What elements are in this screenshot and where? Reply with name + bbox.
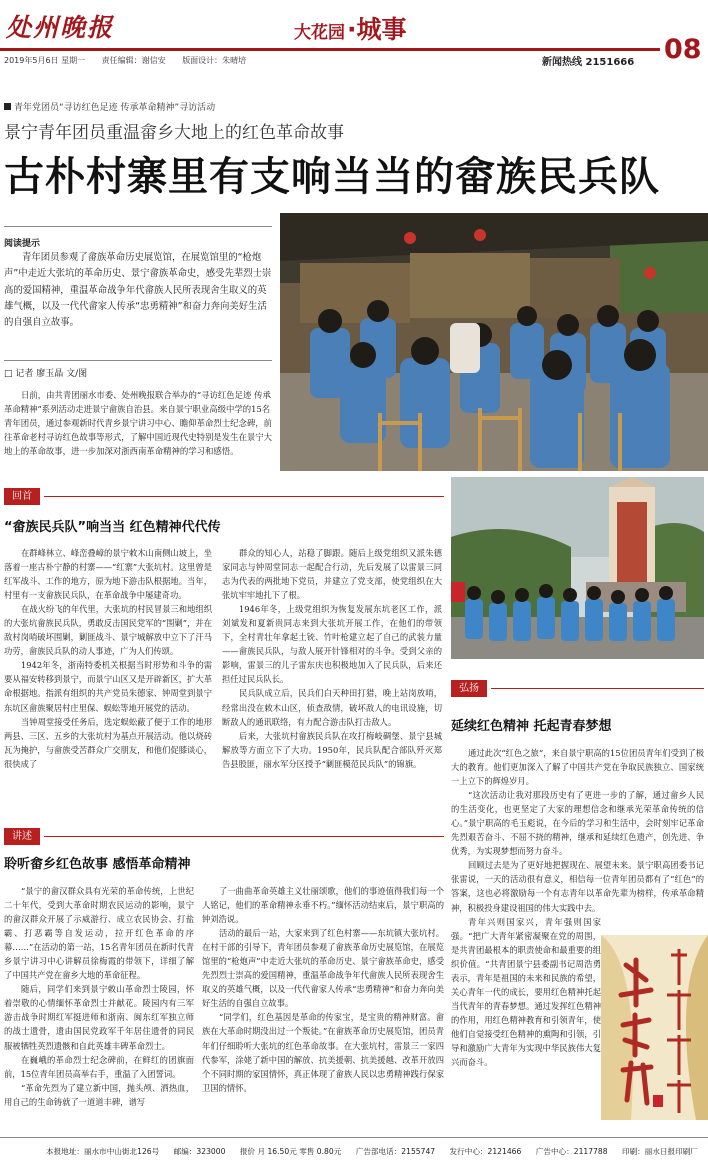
paragraph: “景宁的畲汉群众具有光荣的革命传统，上世纪二十年代，受到大革命时期农民运动的影响，景宁的畲汉群众开展了示威游行、成立农民协会、打盐霸、打恶霸等自发运动，拉开红色革命的序幕……”在活动的第一站，15名青年团员在新时代青乡景宁讲习中心讲解员徐梅霞的带领下，详细了解了中国共产党在畲乡大地的革命征程。 — [4, 886, 194, 981]
lead-text: 青年团员参观了畲族革命历史展览馆，在展览馆里的“枪炮声”中走近大张坑的革命历史、景宁畲族革命史，感受先辈烈士崇高的爱国精神，重温革命战争年代畲族人民所表现舍生取义的英雄气概，以及一代代畲家人传承“忠勇精神”和奋力奔向美好生活的自强自立故事。 — [4, 252, 272, 329]
lead-divider-bottom — [4, 360, 272, 361]
paragraph: 在群峰林立、峰峦叠嶂的景宁敕木山南侧山坡上，坐落着一座古朴宁静的村寨——“红寨”大张坑村。这里曾是红军战斗、工作的地方，原为地下游击队根据地。当年，村里有一支畲族民兵队，在革命战争中屡建奇功。 — [4, 548, 212, 601]
section-title — [294, 10, 454, 44]
footer — [46, 1146, 708, 1157]
lead-divider-top — [4, 226, 272, 227]
paragraph: 青年兴则国家兴，青年强则国家强。“把广大青年紧密凝聚在党的周围，是共青团最根本的职责使命和最重要的组织价值。“共青团景宁县委副书记周浩勇表示，青年是祖国的未来和民族的希望，关心青年一代的成长，要用红色精神托起当代青年的青春梦想。通过发挥红色精神的作用，用红色精神教育和引领青年，使他们自觉接受红色精神的熏陶和引领，引导和激励广大青年为实现中华民族伟大复兴而奋斗。 — [451, 916, 601, 1068]
masthead-rule — [0, 48, 660, 51]
section-rule-jiangshu — [44, 836, 444, 837]
footer-postcode: 邮编：323000 — [173, 1147, 226, 1156]
paragraph: 在战火纷飞的年代里，大张坑的村民冒景三和地组织的大张坑畲族民兵队，勇敢反击国民党军的“围剿”，并在敌村岗哨破坏围剿，剿匪战斗、景宁城解放中立下了汗马功劳，畲族民兵队的动人事迹，广为人们传颂。 — [4, 604, 212, 657]
section-tag-huisu: 回首 — [4, 488, 40, 505]
paragraph: 1946年冬，上级党组织为恢复发展东坑老区工作，派刘斌发和夏新贵同志来到大张坑开展工作，在他们的带领下，全村青壮年拿起土铳、竹叶枪建立起了自己的武装力量——畲族民兵队，与敌人展开针锋相对的斗争。受到父亲的影响，雷景三的儿子雷东庆也积极地加入了民兵队，后来还担任过民兵队长。 — [222, 604, 442, 685]
paragraph: 随后，同学们来到景宁敕山革命烈士陵园，怀着崇敬的心情缅怀革命烈士并献花。陵园内有三军游击战争时期红军挺进师和浙南、闽东红军独立师的战士遗骨，遗由国民党政军千年居住遗骨的同民服被牺牲英烈遗骸和自此英雄丰碑革命烈士。 — [4, 984, 194, 1051]
paragraph: 民兵队成立后，民兵们白天种田打猎，晚上站岗放哨，经常出没在敕木山区，侦查敌情，破坏敌人的电讯设施，切断敌人的通讯联络，有力配合游击队打击敌人。 — [222, 688, 442, 727]
column-jiangshu-2 — [202, 884, 444, 1095]
column-huisu-2 — [222, 546, 442, 771]
paragraph: “同学们，红色基因是革命的传家宝，是宝贵的精神财富。畲族在大革命时期没出过一个叛徒。”在畲族革命历史展览馆，团员青年们仔细聆听大张坑的红色革命故事。在大张坑村，雷景三一家四代参军，涂姥了新中国的解放、抗美援朝、抗美援越、改革开放四个不同时期的家国情怀，真正体现了畲族人民以忠勇精神践行保家卫国的情怀。 — [202, 1012, 444, 1093]
paragraph: 群众的知心人，站稳了脚跟。随后上级党组织又派朱德家同志与钟周堂同志一起配合行动，先后发展了以雷景三同志为代表的两批地下党员，并建立了党支部，使党组织在大张坑牢牢地扎下了根。 — [222, 548, 442, 601]
paragraph: 1942年冬，浙南特委机关根据当时形势和斗争的需要从福安转移到景宁，而景宁山区又是开辟新区，扩大革命根据地。指派有组织的共产党员朱德家、钟周堂到景宁东坑区畲族聚居村庄里保、蜈蚣等地开展党的活动。 — [4, 660, 212, 713]
section-tag-hongyang: 弘扬 — [451, 680, 487, 697]
column-huisu-1 — [4, 546, 212, 771]
footer-price: 报价 月 16.50元 零售 0.80元 — [239, 1147, 342, 1156]
photo-students-in-village — [280, 213, 708, 471]
footer-rule — [0, 1137, 708, 1138]
section-rule-hongyang — [491, 688, 704, 689]
paragraph: 在巍峨的革命烈士纪念碑前，在鲜红的团旗面前，15位青年团员高举右手，重温了入团誓词。 — [4, 1054, 194, 1079]
lead-label: 阅读提示 — [4, 239, 41, 249]
section-title-b: ·城事 — [347, 15, 407, 44]
paragraph: 当钟周堂接受任务后，选定蜈蚣蔽了便于工作的地形两县、三区、五乡的大张坑村为基点开展活动。他以烧砖瓦为掩护，与畲族受苦群众广交朋友，和他们促膝谈心，很快成了 — [4, 716, 212, 769]
square-bullet-icon — [4, 103, 11, 110]
footer-address: 本报地址：丽水市中山街北126号 — [46, 1147, 160, 1156]
calligraphy-decoration — [601, 935, 708, 1120]
news-hotline: 新闻热线 2151666 — [542, 57, 635, 68]
paragraph: “革命先烈为了建立新中国，抛头颅、洒热血，用自己的生命铸就了一道道丰碑，谱写 — [4, 1082, 194, 1107]
byline: □ 记者 廖玉晶 文/图 — [4, 369, 88, 379]
designer-credit: 版面设计：朱晴培 — [182, 56, 247, 65]
page-number: 08 — [664, 34, 702, 65]
footer-printer: 印刷：丽水日报印刷厂 — [621, 1147, 698, 1156]
newspaper-logo: 处州晚报 — [6, 13, 115, 42]
article-subhead: 景宁青年团员重温畲乡大地上的红色革命故事 — [4, 123, 344, 143]
intro-paragraph: 日前，由共青团丽水市委、处州晚报联合举办的“寻访红色足迹 传承革命精神”系列活动走进景宁畲族自治县。来自景宁职业高级中学的15名青年团员，通过参观新时代青乡景宁讲习中心、瞻仰革命烈士纪念碑，前往革命老村寻访红色故事等形式，了解中国近现代史特别是发生在景宁大地上的革命故事，进一步加深对浙西南革命精神的学习和感悟。 — [4, 390, 272, 457]
footer-ad-center: 广告中心：2117788 — [535, 1147, 608, 1156]
section-tag-jiangshu: 讲述 — [4, 828, 40, 845]
dateline — [4, 55, 260, 66]
section-title-jiangshu: 聆听畲乡红色故事 感悟革命精神 — [4, 857, 191, 872]
article-kicker — [4, 100, 215, 113]
footer-distribution: 发行中心：2121466 — [449, 1147, 522, 1156]
paragraph: 后来，大张坑村畲族民兵队在攻打梅岐碉堡、景宁县城解放等方面立下了大功。1950年，民兵队配合部队歼灭郑告县股匪，丽水军分区授予“剿匪模范民兵队”的锦旗。 — [222, 730, 442, 769]
paragraph: 通过此次“红色之旅”，来自景宁职高的15位团员青年们受到了极大的教育。他们更加深入了解了中国共产党在争取民族独立、国家统一上立下的辉煌岁月。 — [451, 748, 704, 787]
section-title-hongyang: 延续红色精神 托起青春梦想 — [451, 719, 612, 734]
issue-date: 2019年5月6日 星期一 — [4, 56, 86, 65]
section-rule-huisu — [44, 496, 444, 497]
section-title-huisu: “畲族民兵队”响当当 红色精神代代传 — [4, 520, 221, 535]
article-headline: 古朴村寨里有支响当当的畲族民兵队 — [4, 154, 660, 200]
paragraph: “这次活动让我对那段历史有了更进一步的了解，通过畲乡人民的生活变化，也更坚定了大家的理想信念和继承光荣革命传统的信心。”景宁职高的毛玉彪说，在今后的学习和生活中，会时刻牢记革命先烈艰苦奋斗、不屈不挠的精神，继承和延续红色遗产，创先进、争优秀，为实现梦想而努力奋斗。 — [451, 790, 704, 857]
editor-credit: 责任编辑：谢信安 — [101, 56, 166, 65]
byline-text: 记者 廖玉晶 文/图 — [15, 369, 88, 379]
paragraph: 回顾过去是为了更好地把握现在、展望未来。景宁职高团委书记张雷说，一天的活动很有意义，相信每一位青年团员都有了“红色”的答案，这也必将激励每一个有志青年以革命先辈为榜样，传承革命精神，积极投身建设祖国的伟大实践中去。 — [451, 860, 704, 913]
photo-martyrs-monument — [451, 477, 704, 659]
kicker-text: 青年党团员“寻访红色足迹 传承革命精神”寻访活动 — [14, 103, 216, 113]
column-jiangshu-1 — [4, 884, 194, 1109]
footer-ad-dept: 广告部电话：2155747 — [355, 1147, 436, 1156]
paragraph: 了一曲曲革命英雄主义壮丽颂歌，他们的事迹值得我们每一个人铭记，他们的革命精神永垂不朽。”缅怀活动结束后，景宁职高的钟刘浩说。 — [202, 886, 444, 925]
section-title-a: 大花园 — [294, 23, 345, 43]
paragraph: 活动的最后一站，大家来到了红色村寨——东坑镇大张坑村。在村干部的引导下，青年团员参观了畲族革命历史展览馆，在展览馆里的“枪炮声”中走近大张坑的革命历史、景宁畲族革命史，感受先烈烈士崇高的爱国精神，重温革命战争年代畲族人民所表现舍生取义的英雄气概，以及一代代畲家人传承“忠勇精神”和奋力奔向美好生活的自强自立故事。 — [202, 928, 444, 1009]
